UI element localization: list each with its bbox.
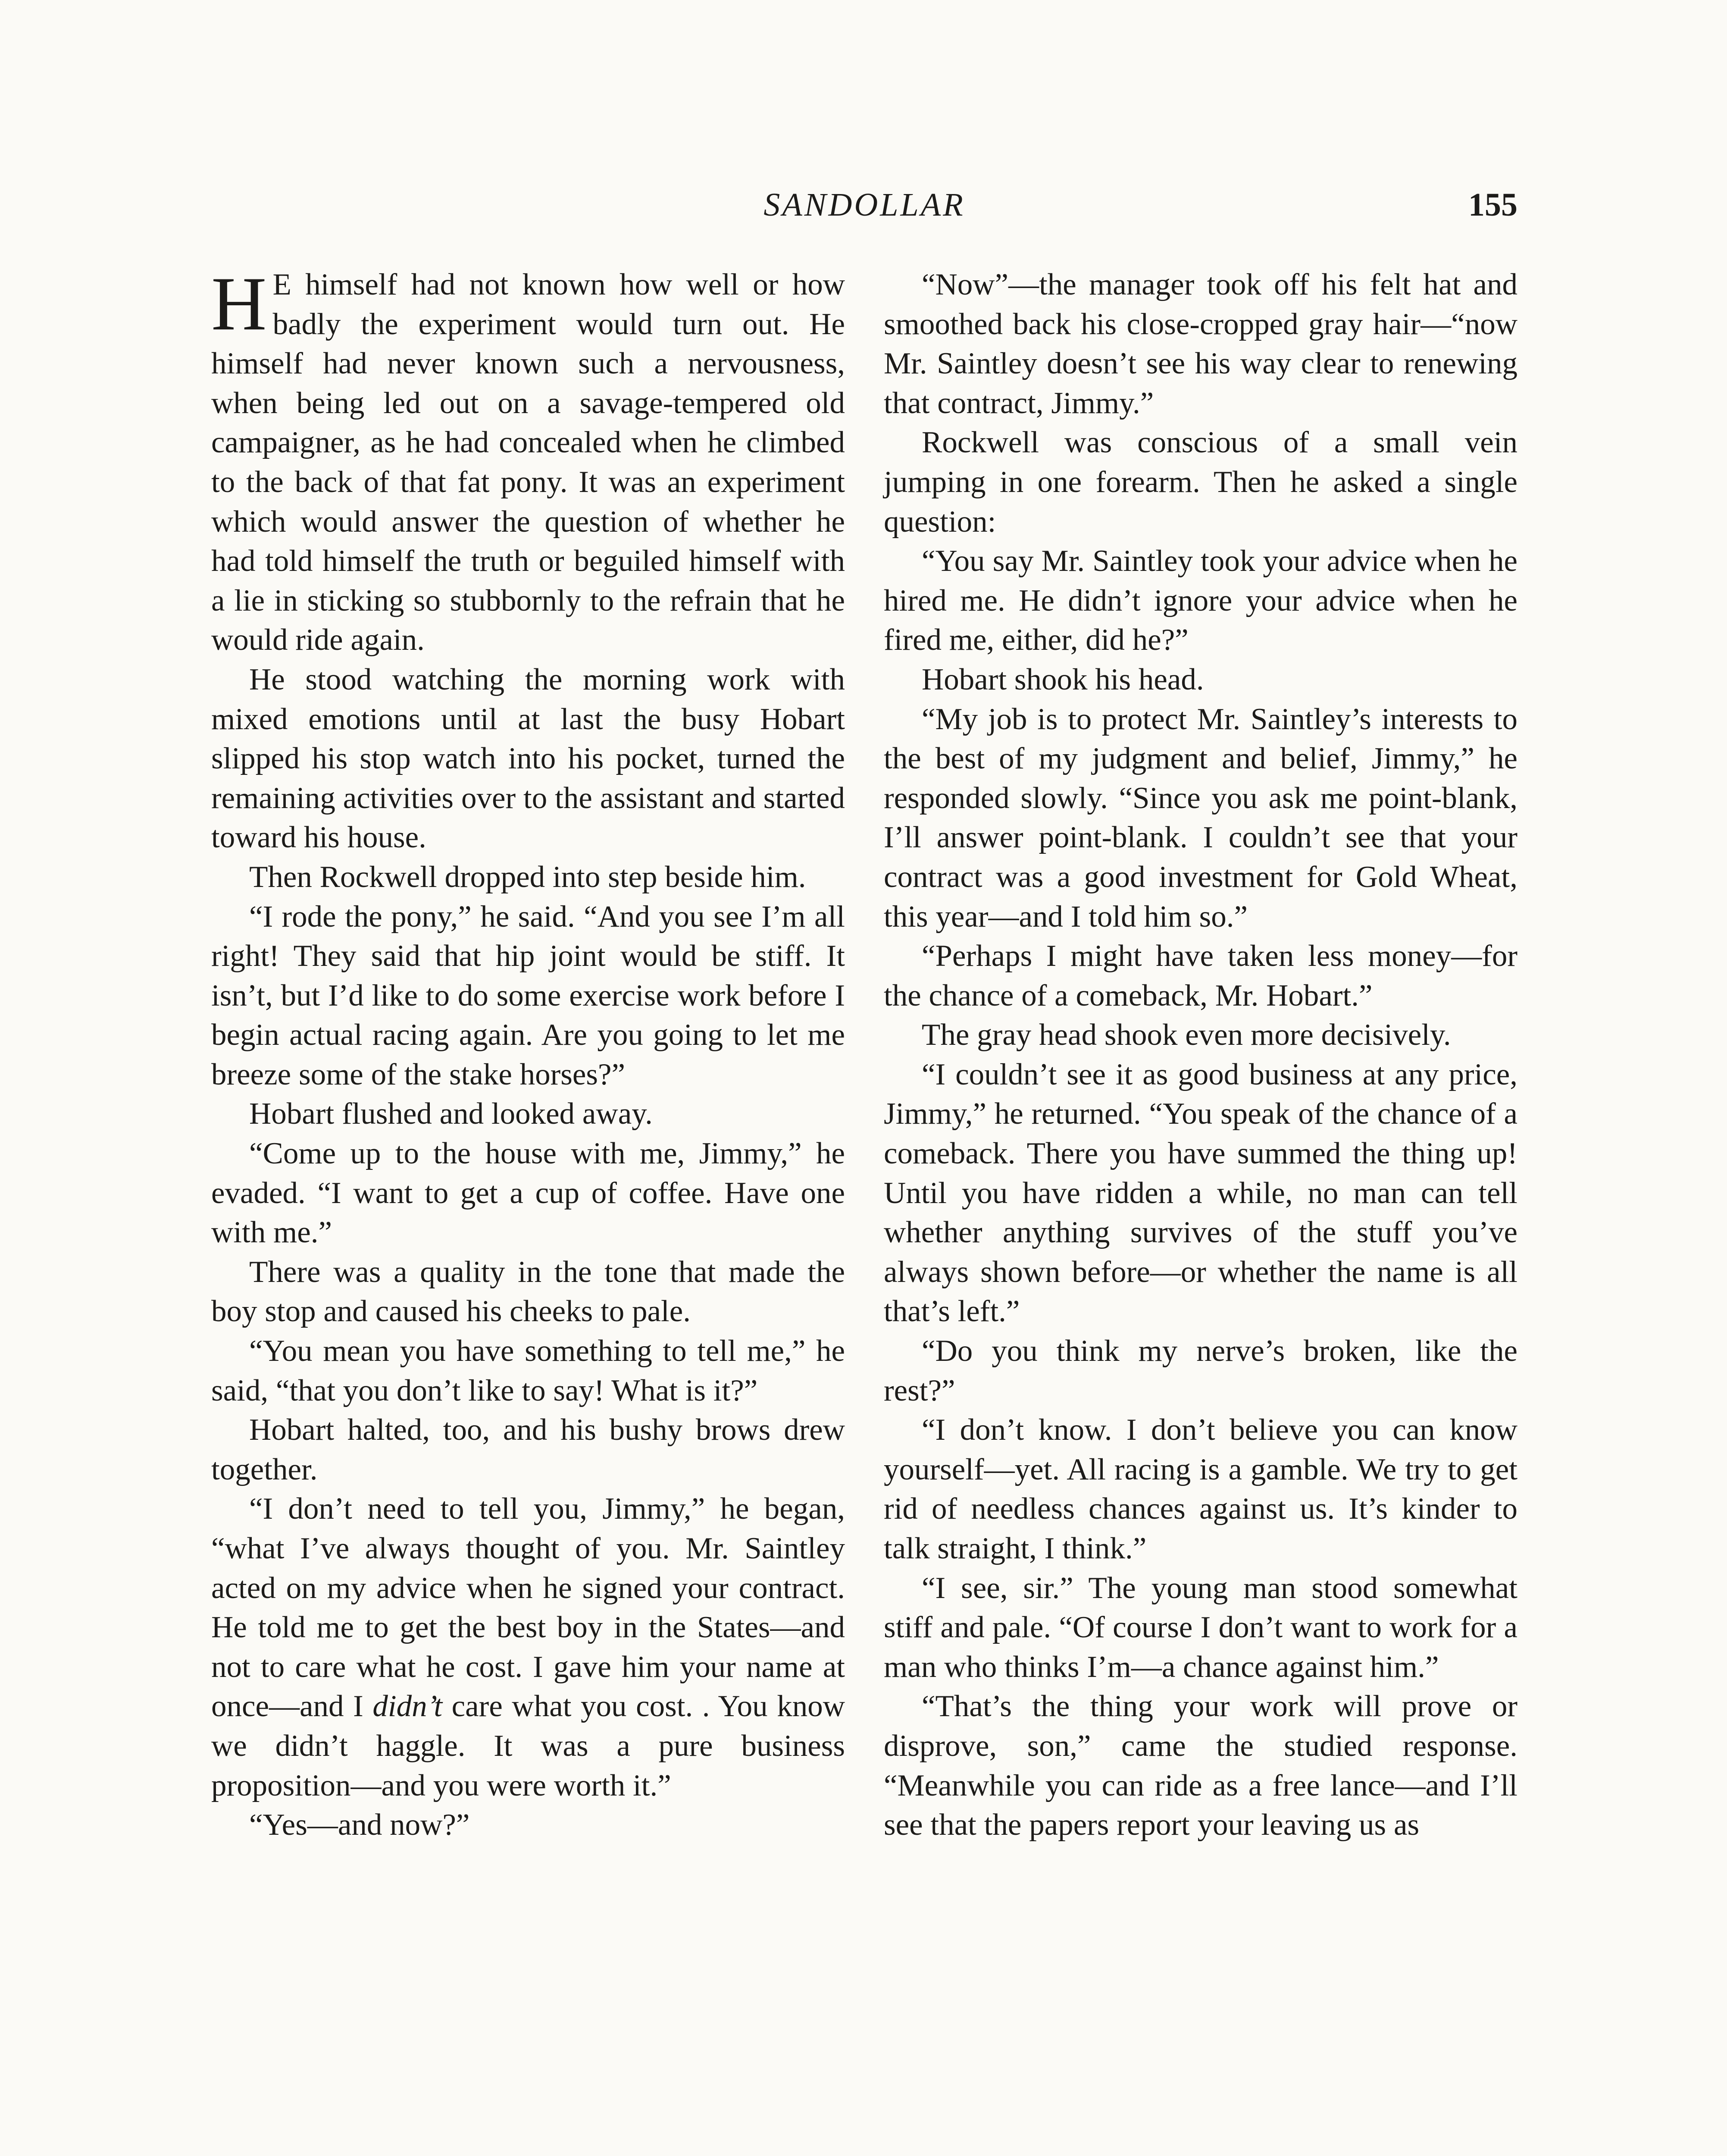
paragraph: There was a quality in the tone that made the boy stop and caused his cheeks to pale.: [211, 1255, 845, 1329]
paragraph-with-emphasis: [211, 1489, 845, 1805]
paragraph: “My job is to protect Mr. Saintley’s interests to the best of my judgment and belief, Jimmy,” he responded slowly. “Since you ask me point-blank, I’ll answer point-blank. I couldn’t see that your contract was a good investment for Gold Wheat, this year—and I told him so.”: [884, 702, 1517, 934]
left-column: [211, 261, 845, 1845]
paragraph: “You mean you have something to tell me,” he said, “that you don’t like to say! What is it?”: [211, 1334, 845, 1407]
running-title: SANDOLLAR: [763, 187, 965, 223]
running-header: [211, 181, 1517, 229]
right-column: [884, 265, 1517, 1845]
opening-text: E himself had not known how well or how badly the experiment would turn out. He himself had never known such a nervousness, when being led out on a savage-tempered old campaigner, as he had concealed when he climbed to the back of that fat pony. It was an experiment which would answer the question of whether he had told himself the truth or beguiled himself with a lie in sticking so stubbornly to the refrain that he would ride again.: [211, 268, 845, 657]
page-number: 155: [1468, 187, 1517, 223]
paragraph: “I rode the pony,” he said. “And you see I’m all right! They said that hip joint would be stiff. It isn’t, but I’d like to do some exercise work before I begin actual racing again. Are you going to let me breeze some of the stake horses?”: [211, 899, 845, 1091]
paragraph: Then Rockwell dropped into step beside him.: [249, 860, 806, 894]
paragraph: “I see, sir.” The young man stood somewhat stiff and pale. “Of course I don’t want to work for a man who thinks I’m—a chance against him.”: [884, 1571, 1517, 1684]
opening-paragraph: [211, 261, 845, 660]
text-run: “I don’t need to tell you, Jimmy,” he began, “what I’ve always thought of you. Mr. Saintley acted on my advice when he signed your contract. He told me to get the best boy in the States—and not to care what he cost. I gave him your name at once—and I: [211, 1492, 845, 1724]
paragraph: “I don’t know. I don’t believe you can know yourself—yet. All racing is a gamble. We try to get rid of needless chances against us. It’s kinder to talk straight, I think.”: [884, 1413, 1517, 1565]
paragraph: “Come up to the house with me, Jimmy,” he evaded. “I want to get a cup of coffee. Have one with me.”: [211, 1137, 845, 1250]
paragraph: “Now”—the manager took off his felt hat and smoothed back his close-cropped gray hair—“now Mr. Saintley doesn’t see his way clear to renewing that contract, Jimmy.”: [884, 268, 1517, 420]
paragraph: “That’s the thing your work will prove or disprove, son,” came the studied response. “Meanwhile you can ride as a free lance—and I’ll see that the papers report your leaving us as: [884, 1689, 1517, 1842]
paragraph: “I couldn’t see it as good business at any price, Jimmy,” he returned. “You speak of the chance of a comeback. There you have summed the thing up! Until you have ridden a while, no man can tell whether anything survives of the stuff you’ve always shown before—or whether the name is all that’s left.”: [884, 1057, 1517, 1329]
paragraph: “You say Mr. Saintley took your advice when he hired me. He didn’t ignore your advice when he fired me, either, did he?”: [884, 544, 1517, 657]
paragraph: “Yes—and now?”: [249, 1808, 470, 1842]
paragraph: “Perhaps I might have taken less money—for the chance of a comeback, Mr. Hobart.”: [884, 939, 1517, 1012]
paragraph: “Do you think my nerve’s broken, like the rest?”: [884, 1334, 1517, 1407]
paragraph: The gray head shook even more decisively.: [922, 1018, 1451, 1052]
paragraph: Hobart flushed and looked away.: [249, 1097, 653, 1131]
emphasis-text: didn’t: [372, 1689, 443, 1724]
paragraph: Hobart halted, too, and his bushy brows drew together.: [211, 1413, 845, 1486]
text-run: care what you cost. . You know we didn’t haggle. It was a pure business proposition—and you were worth it.”: [211, 1689, 845, 1802]
paragraph: Hobart shook his head.: [922, 662, 1204, 696]
paragraph: He stood watching the morning work with mixed emotions until at last the busy Hobart slipped his stop watch into his pocket, turned the remaining activities over to the assistant and started toward his house.: [211, 662, 845, 855]
paragraph: Rockwell was conscious of a small vein jumping in one forearm. Then he asked a single question:: [884, 426, 1517, 539]
drop-cap: H: [211, 261, 267, 346]
